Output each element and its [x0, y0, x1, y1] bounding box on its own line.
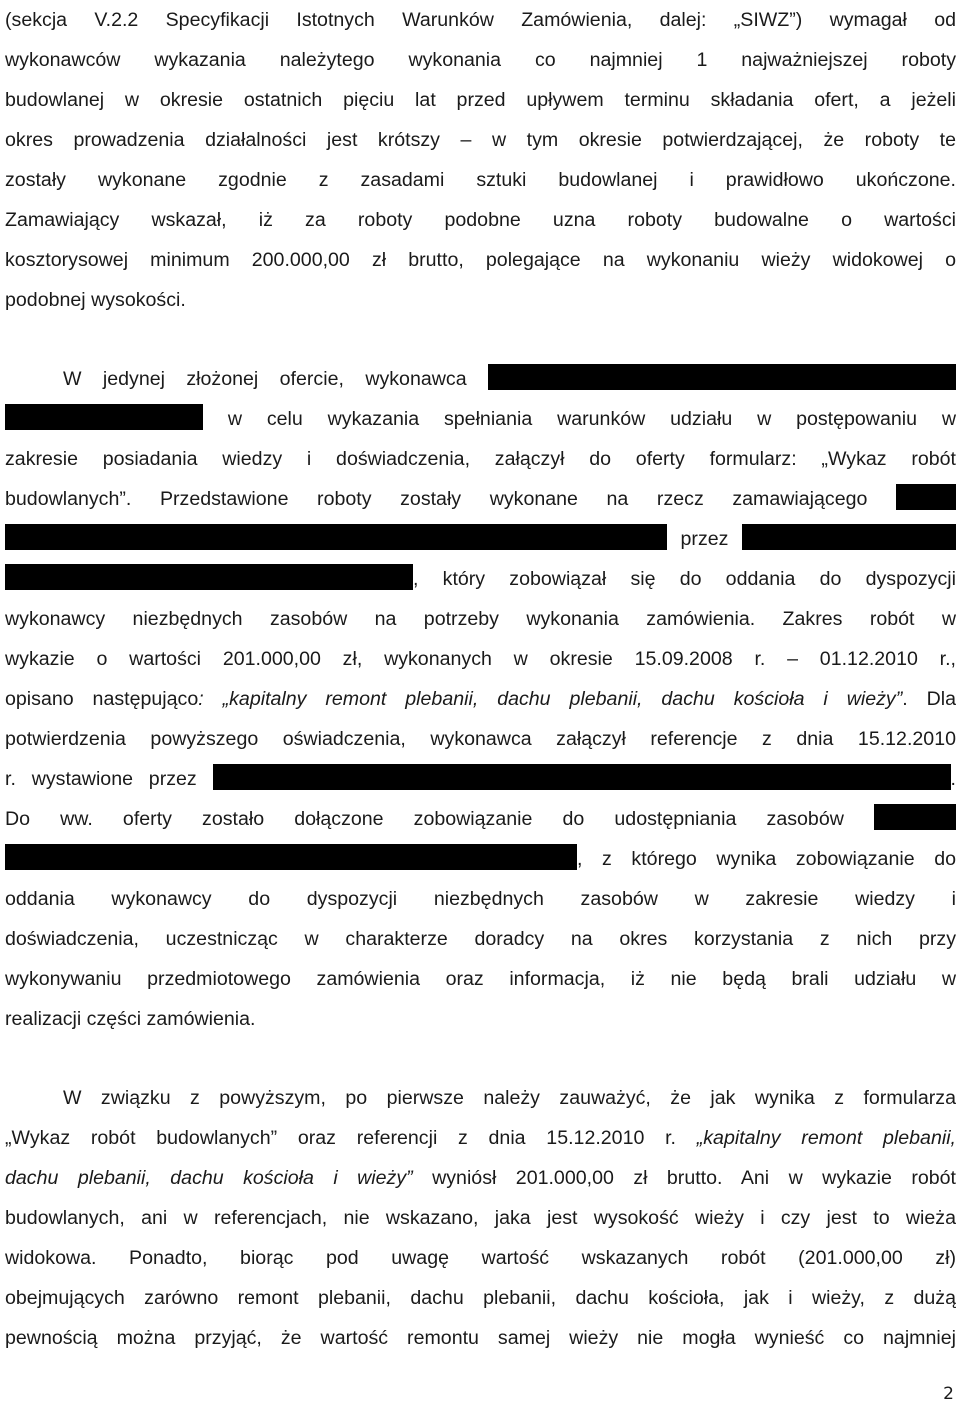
- text-line: Zamawiający wskazał, iż za roboty podobne uzna roboty budowalne o wartości: [5, 209, 956, 231]
- redaction-block: [874, 804, 956, 830]
- redaction-block: [213, 764, 951, 790]
- redaction-block: [742, 524, 956, 550]
- text-line: potwierdzenia powyższego oświadczenia, wykonawca załączył referencje z dnia 15.12.2010: [5, 728, 956, 750]
- text-line: pewnością można przyjąć, że wartość remontu samej wieży nie mogła wynieść co najmniej: [5, 1327, 956, 1349]
- paragraph-gap: [5, 320, 956, 359]
- redaction-block: [896, 484, 956, 510]
- text-line: [5, 359, 956, 399]
- text-line: [5, 479, 956, 519]
- text-segment: Do ww. oferty zostało dołączone zobowiązanie do udostępniania zasobów: [5, 808, 844, 830]
- text-line: podobnej wysokości.: [5, 289, 186, 311]
- paragraph-requirements: [5, 0, 956, 320]
- text-line: wykonywaniu przedmiotowego zamówienia oraz informacja, iż nie będą brali udziału w: [5, 968, 956, 990]
- text-line: realizacji części zamówienia.: [5, 1008, 256, 1030]
- text-segment: , z którego wynika zobowiązanie do: [577, 848, 956, 870]
- text-line: [5, 519, 956, 559]
- text-segment: przez: [680, 528, 729, 550]
- text-segment: wyniósł 201.000,00 zł brutto. Ani w wykazie robót: [432, 1167, 956, 1189]
- text-line: [5, 1118, 956, 1158]
- paragraph-gap: [5, 1039, 956, 1078]
- text-line: okres prowadzenia działalności jest krótszy – w tym okresie potwierdzającej, że roboty te: [5, 129, 956, 151]
- text-line: wykonawcy niezbędnych zasobów na potrzeby wykonania zamówienia. Zakres robót w: [5, 608, 956, 630]
- text-line: [5, 679, 956, 719]
- text-line: (sekcja V.2.2 Specyfikacji Istotnych Warunków Zamówienia, dalej: „SIWZ”) wymagał od: [5, 9, 956, 31]
- text-line: [5, 759, 956, 799]
- text-line: widokowa. Ponadto, biorąc pod uwagę wartość wskazanych robót (201.000,00 zł): [5, 1247, 956, 1269]
- text-line: wykazie o wartości 201.000,00 zł, wykonanych w okresie 15.09.2008 r. – 01.12.2010 r.,: [5, 648, 956, 670]
- text-segment: opisano następująco: [5, 688, 199, 710]
- text-segment: „Wykaz robót budowlanych” oraz referencji z dnia 15.12.2010 r.: [5, 1127, 676, 1149]
- paragraph-offer: [5, 359, 956, 1039]
- text-segment: budowlanych”. Przedstawione roboty zostały wykonane na rzecz zamawiającego: [5, 488, 868, 510]
- text-segment: w celu wykazania spełniania warunków udziału w postępowaniu w: [227, 408, 956, 430]
- italic-quote: „kapitalny remont plebanii,: [696, 1127, 956, 1149]
- italic-quote: dachu plebanii, dachu kościoła i wieży”: [5, 1167, 413, 1189]
- text-line: [5, 399, 956, 439]
- text-line: budowlanych, ani w referencjach, nie wskazano, jaka jest wysokość wieży i czy jest to wieża: [5, 1207, 956, 1229]
- text-segment: , który zobowiązał się do oddania do dyspozycji: [413, 568, 956, 590]
- redaction-block: [5, 564, 413, 590]
- text-line: [5, 559, 956, 599]
- redaction-block: [5, 844, 577, 870]
- text-line: [5, 1158, 956, 1198]
- text-segment: r. wystawione przez: [5, 768, 197, 790]
- text-line: doświadczenia, uczestnicząc w charakterze doradcy na okres korzystania z nich przy: [5, 928, 956, 950]
- document-page: [5, 0, 956, 1358]
- text-segment: . Dla: [902, 688, 956, 710]
- redaction-block: [5, 404, 203, 430]
- text-line: oddania wykonawcy do dyspozycji niezbędnych zasobów w zakresie wiedzy i: [5, 888, 956, 910]
- paragraph-assessment: [5, 1078, 956, 1358]
- text-line: wykonawców wykazania należytego wykonania co najmniej 1 najważniejszej roboty: [5, 49, 956, 71]
- text-line: kosztorysowej minimum 200.000,00 zł brutto, polegające na wykonaniu wieży widokowej o: [5, 249, 956, 271]
- text-line: zakresie posiadania wiedzy i doświadczenia, załączył do oferty formularz: „Wykaz robót: [5, 448, 956, 470]
- text-line: obejmujących zarówno remont plebanii, dachu plebanii, dachu kościoła, jak i wieży, z dużą: [5, 1287, 956, 1309]
- text-line: W związku z powyższym, po pierwsze należy zauważyć, że jak wynika z formularza: [63, 1087, 956, 1109]
- text-line: [5, 799, 956, 839]
- redaction-block: [5, 524, 667, 550]
- text-line: zostały wykonane zgodnie z zasadami sztuki budowlanej i prawidłowo ukończone.: [5, 169, 956, 191]
- redaction-block: [488, 364, 956, 390]
- text-segment: .: [950, 768, 956, 790]
- text-line: [5, 839, 956, 879]
- text-segment: W jedynej złożonej ofercie, wykonawca: [63, 368, 467, 390]
- italic-quote: : „kapitalny remont plebanii, dachu plebanii, dachu kościoła i wieży”: [198, 688, 903, 710]
- text-line: budowlanej w okresie ostatnich pięciu lat przed upływem terminu składania ofert, a jeżeli: [5, 89, 956, 111]
- page-number: 2: [943, 1384, 954, 1404]
